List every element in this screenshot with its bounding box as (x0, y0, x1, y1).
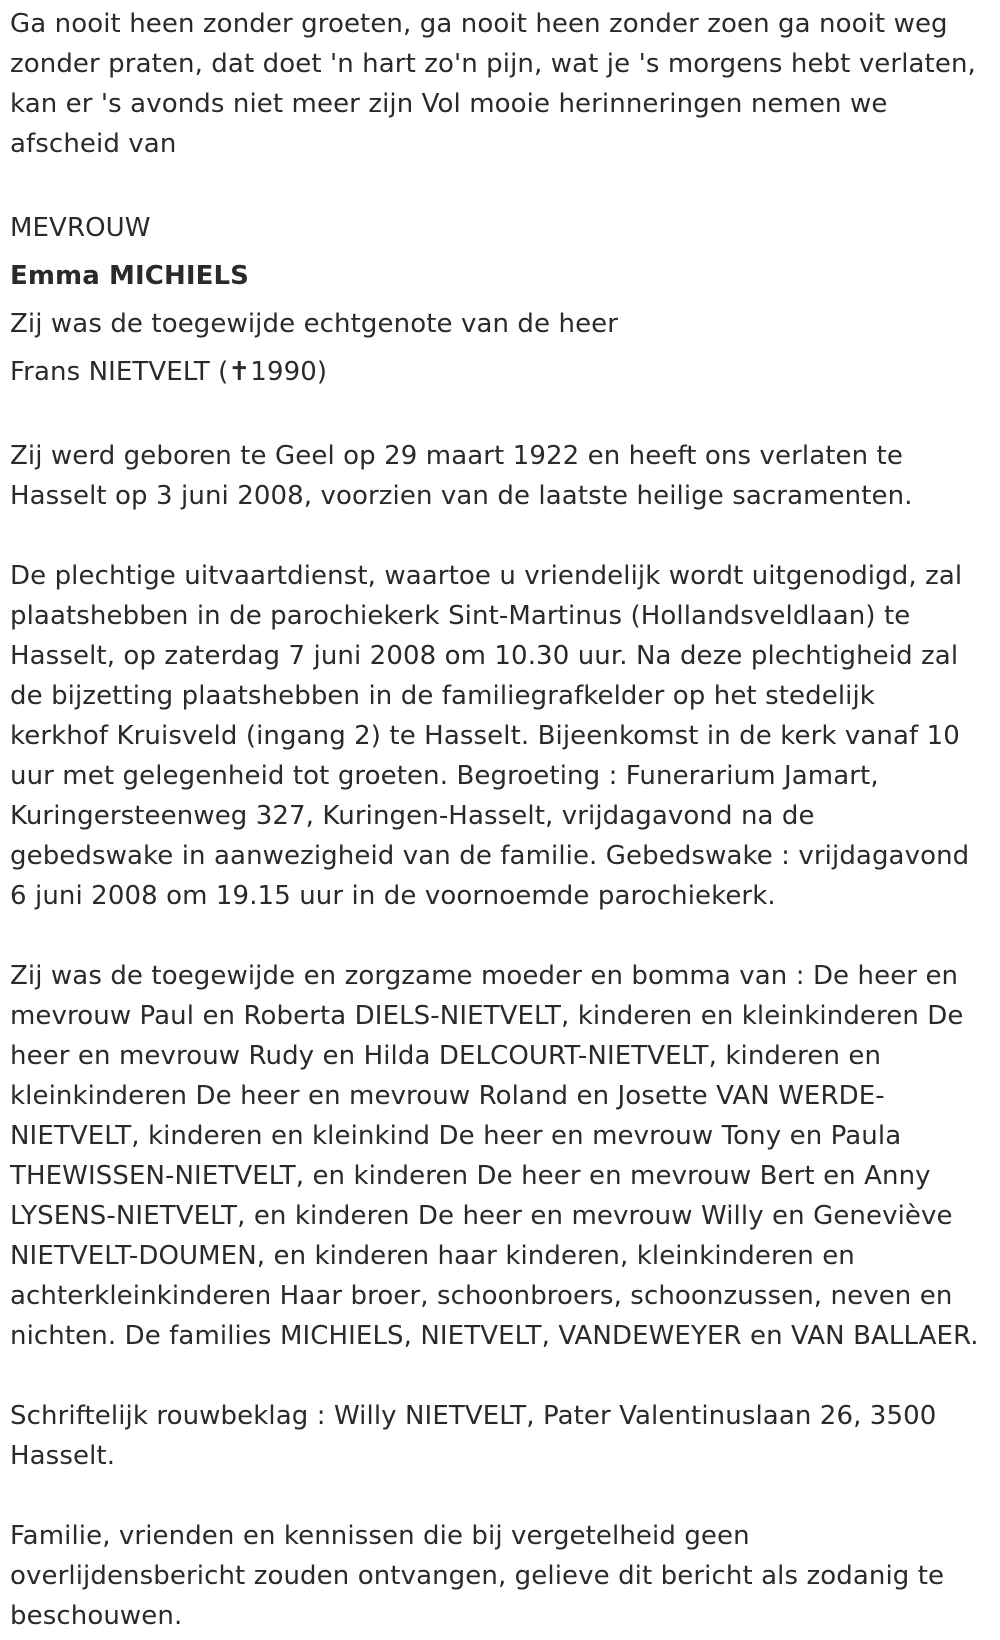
spouse-line-2: Frans NIETVELT (✝1990) (10, 357, 328, 387)
honorific: MEVROUW (10, 213, 151, 243)
closing-note-paragraph: Familie, vrienden en kennissen die bij vergetelheid geen overlijdensbericht zouden ontvangen, gelieve dit bericht als zodanig te beschouwen. (10, 1521, 945, 1631)
condolences-paragraph: Schriftelijk rouwbeklag : Willy NIETVELT, Pater Valentinuslaan 26, 3500 Hasselt. (10, 1401, 937, 1471)
opening-verse: Ga nooit heen zonder groeten, ga nooit heen zonder zoen ga nooit weg zonder praten, dat doet 'n hart zo'n pijn, wat je 's morgens hebt verlaten, kan er 's avonds niet meer zijn Vol mooie herinneringen nemen we afscheid van (10, 9, 976, 159)
funeral-info-paragraph: De plechtige uitvaartdienst, waartoe u vriendelijk wordt uitgenodigd, zal plaatshebben in de parochiekerk Sint-Martinus (Hollandsveldlaan) te Hasselt, op zaterdag 7 juni 2008 om 10.30 uur. Na deze plechtigheid zal de bijzetting plaatshebben in de familiegrafkelder op het stedelijk kerkhof Kruisveld (ingang 2) te Hasselt. Bijeenkomst in de kerk vanaf 10 uur met gelegenheid tot groeten. Begroeting : Funerarium Jamart, Kuringersteenweg 327, Kuringen-Hasselt, vrijdagavond na de gebedswake in aanwezigheid van de familie. Gebedswake : vrijdagavond 6 juni 2008 om 19.15 uur in de voornoemde parochiekerk. (10, 561, 970, 911)
birth-death-paragraph: Zij werd geboren te Geel op 29 maart 1922 en heeft ons verlaten te Hasselt op 3 juni 2008, voorzien van de laatste heilige sacramenten. (10, 441, 913, 511)
family-paragraph: Zij was de toegewijde en zorgzame moeder en bomma van : De heer en mevrouw Paul en Roberta DIELS-NIETVELT, kinderen en kleinkinderen De heer en mevrouw Rudy en Hilda DELCOURT-NIETVELT, kinderen en kleinkinderen De heer en mevrouw Roland en Josette VAN WERDE-NIETVELT, kinderen en kleinkind De heer en mevrouw Tony en Paula THEWISSEN-NIETVELT, en kinderen De heer en mevrouw Bert en Anny LYSENS-NIETVELT, en kinderen De heer en mevrouw Willy en Geneviève NIETVELT-DOUMEN, en kinderen haar kinderen, kleinkinderen en achterkleinkinderen Haar broer, schoonbroers, schoonzussen, neven en nichten. De families MICHIELS, NIETVELT, VANDEWEYER en VAN BALLAER. (10, 961, 979, 1351)
spouse-line-1: Zij was de toegewijde echtgenote van de heer (10, 309, 619, 339)
deceased-name: Emma MICHIELS (10, 261, 249, 291)
